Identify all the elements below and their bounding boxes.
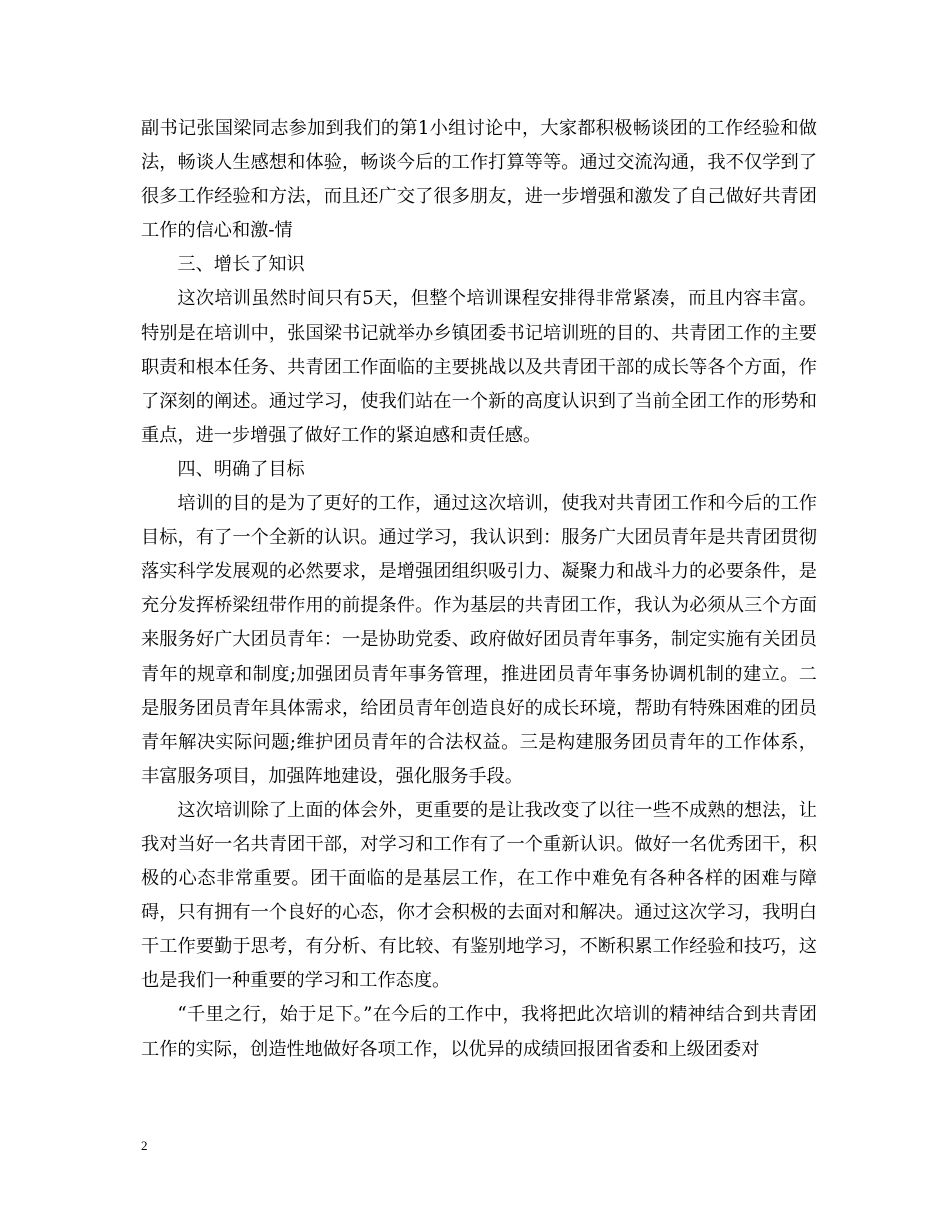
page-number: 2 <box>141 1138 148 1153</box>
paragraph-2: 这次培训虽然时间只有5天，但整个培训课程安排得非常紧凑，而且内容丰富。特别是在培训中，张国梁书记就举办乡镇团委书记培训班的目的、共青团工作的主要职责和根本任务、共青团工作面临的主要挑战以及共青团干部的成长等各个方面，作了深刻的阐述。通过学习，使我们站在一个新的高度认识到了当前全团工作的形势和重点，进一步增强了做好工作的紧迫感和责任感。 <box>141 288 817 446</box>
paragraph-3: 培训的目的是为了更好的工作，通过这次培训，使我对共青团工作和今后的工作目标，有了一个全新的认识。通过学习，我认识到：服务广大团员青年是共青团贯彻落实科学发展观的必然要求，是增强团组织吸引力、凝聚力和战斗力的必要条件，是充分发挥桥梁纽带作用的前提条件。作为基层的共青团工作，我认为必须从三个方面来服务好广大团员青年：一是协助党委、政府做好团员青年事务，制定实施有关团员青年的规章和制度;加强团员青年事务管理，推进团员青年事务协调机制的建立。二是服务团员青年具体需求，给团员青年创造良好的成长环境，帮助有特殊困难的团员青年解决实际问题;维护团员青年的合法权益。三是构建服务团员青年的工作体系，丰富服务项目，加强阵地建设，强化服务手段。 <box>141 493 817 787</box>
paragraph-1: 副书记张国梁同志参加到我们的第1小组讨论中，大家都积极畅谈团的工作经验和做法，畅谈人生感想和体验，畅谈今后的工作打算等等。通过交流沟通，我不仅学到了很多工作经验和方法，而且还广交了很多朋友，进一步增强和激发了自己做好共青团工作的信心和激-情 <box>141 118 817 242</box>
paragraph-4: 这次培训除了上面的体会外，更重要的是让我改变了以往一些不成熟的想法，让我对当好一名共青团干部，对学习和工作有了一个重新认识。做好一名优秀团干，积极的心态非常重要。团干面临的是基层工作，在工作中难免有各种各样的困难与障碍，只有拥有一个良好的心态，你才会积极的去面对和解决。通过这次学习，我明白干工作要勤于思考，有分析、有比较、有鉴别地学习，不断积累工作经验和技巧，这也是我们一种重要的学习和工作态度。 <box>141 799 817 992</box>
section-heading-3: 三、增长了知识 <box>177 254 305 276</box>
section-heading-4: 四、明确了目标 <box>177 458 305 480</box>
paragraph-5: “千里之行，始于足下。”在今后的工作中，我将把此次培训的精神结合到共青团工作的实际，创造性地做好各项工作，以优异的成绩回报团省委和上级团委对 <box>141 1004 817 1060</box>
document-body <box>141 112 817 1067</box>
